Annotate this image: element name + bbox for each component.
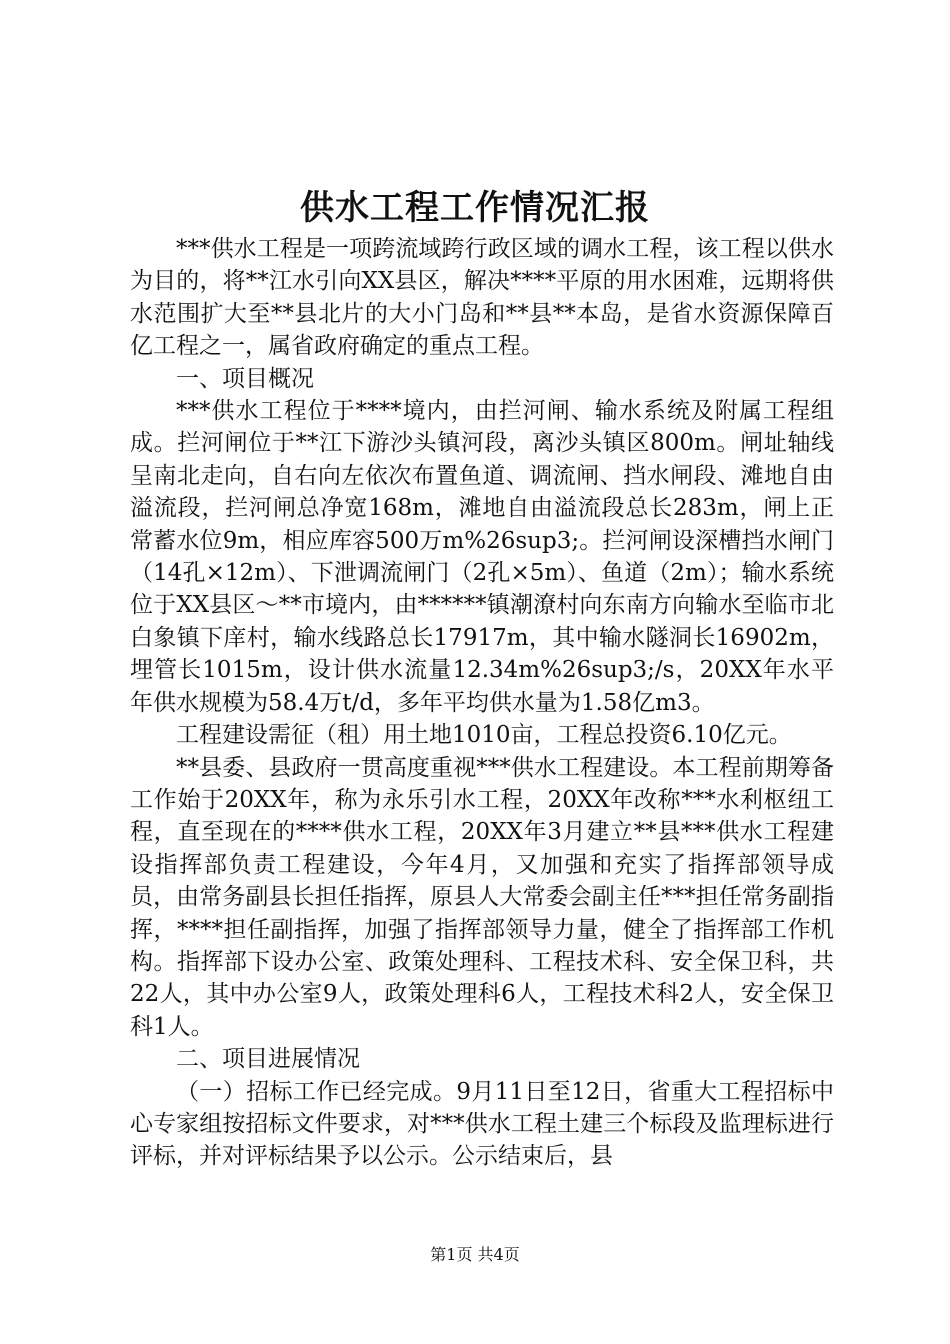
paragraph-government-support: **县委、县政府一贯高度重视***供水工程建设。本工程前期筹备工作始于20XX年，称为永乐引水工程，20XX年改称***水利枢纽工程，直至现在的****供水工程，20XX年3月建立**县***供水工程建设指挥部负责工程建设，今年4月，又加强和充实了指挥部领导成员，由常务副县长担任指挥，原县人大常委会副主任***担任常务副指挥，****担任副指挥，加强了指挥部领导力量，健全了指挥部工作机构。指挥部下设办公室、政策处理科、工程技术科、安全保卫科，共22人，其中办公室9人，政策处理科6人，工程技术科2人，安全保卫科1人。 (130, 754, 834, 1040)
paragraph-land-investment: 工程建设需征（租）用土地1010亩，工程总投资6.10亿元。 (176, 722, 792, 749)
document-body (130, 233, 834, 1173)
page-footer: 第1页 共4页 (430, 1245, 520, 1264)
paragraph-overview: ***供水工程位于****境内，由拦河闸、输水系统及附属工程组成。拦河闸位于**江下游沙头镇河段，离沙头镇区800m。闸址轴线呈南北走向，自右向左依次布置鱼道、调流闸、挡水闸段、滩地自由溢流段，拦河闸总净宽168m，滩地自由溢流段总长283m，闸上正常蓄水位9m，相应库容500万m%26sup3;。拦河闸设深槽挡水闸门（14孔×12m）、下泄调流闸门（2孔×5m）、鱼道（2m）；输水系统位于XX县区～**市境内，由******镇潮潦村向东南方向输水至临市北白象镇下庠村，输水线路总长17917m，其中输水隧洞长16902m，埋管长1015m，设计供水流量12.34m%26sup3;/s，20XX年水平年供水规模为58.4万t/d，多年平均供水量为1.58亿m3。 (130, 398, 834, 716)
paragraph-bidding: （一）招标工作已经完成。9月11日至12日，省重大工程招标中心专家组按招标文件要求，对***供水工程土建三个标段及监理标进行评标，并对评标结果予以公示。公示结束后，县 (130, 1078, 834, 1170)
document-title: 供水工程工作情况汇报 (300, 188, 650, 228)
paragraph-intro: ***供水工程是一项跨流域跨行政区域的调水工程，该工程以供水为目的，将**江水引向XX县区，解决****平原的用水困难，远期将供水范围扩大至**县北片的大小门岛和**县**本岛，是省水资源保障百亿工程之一，属省政府确定的重点工程。 (130, 236, 834, 360)
section-heading-overview: 一、项目概况 (176, 365, 314, 392)
section-heading-progress: 二、项目进展情况 (176, 1046, 360, 1073)
